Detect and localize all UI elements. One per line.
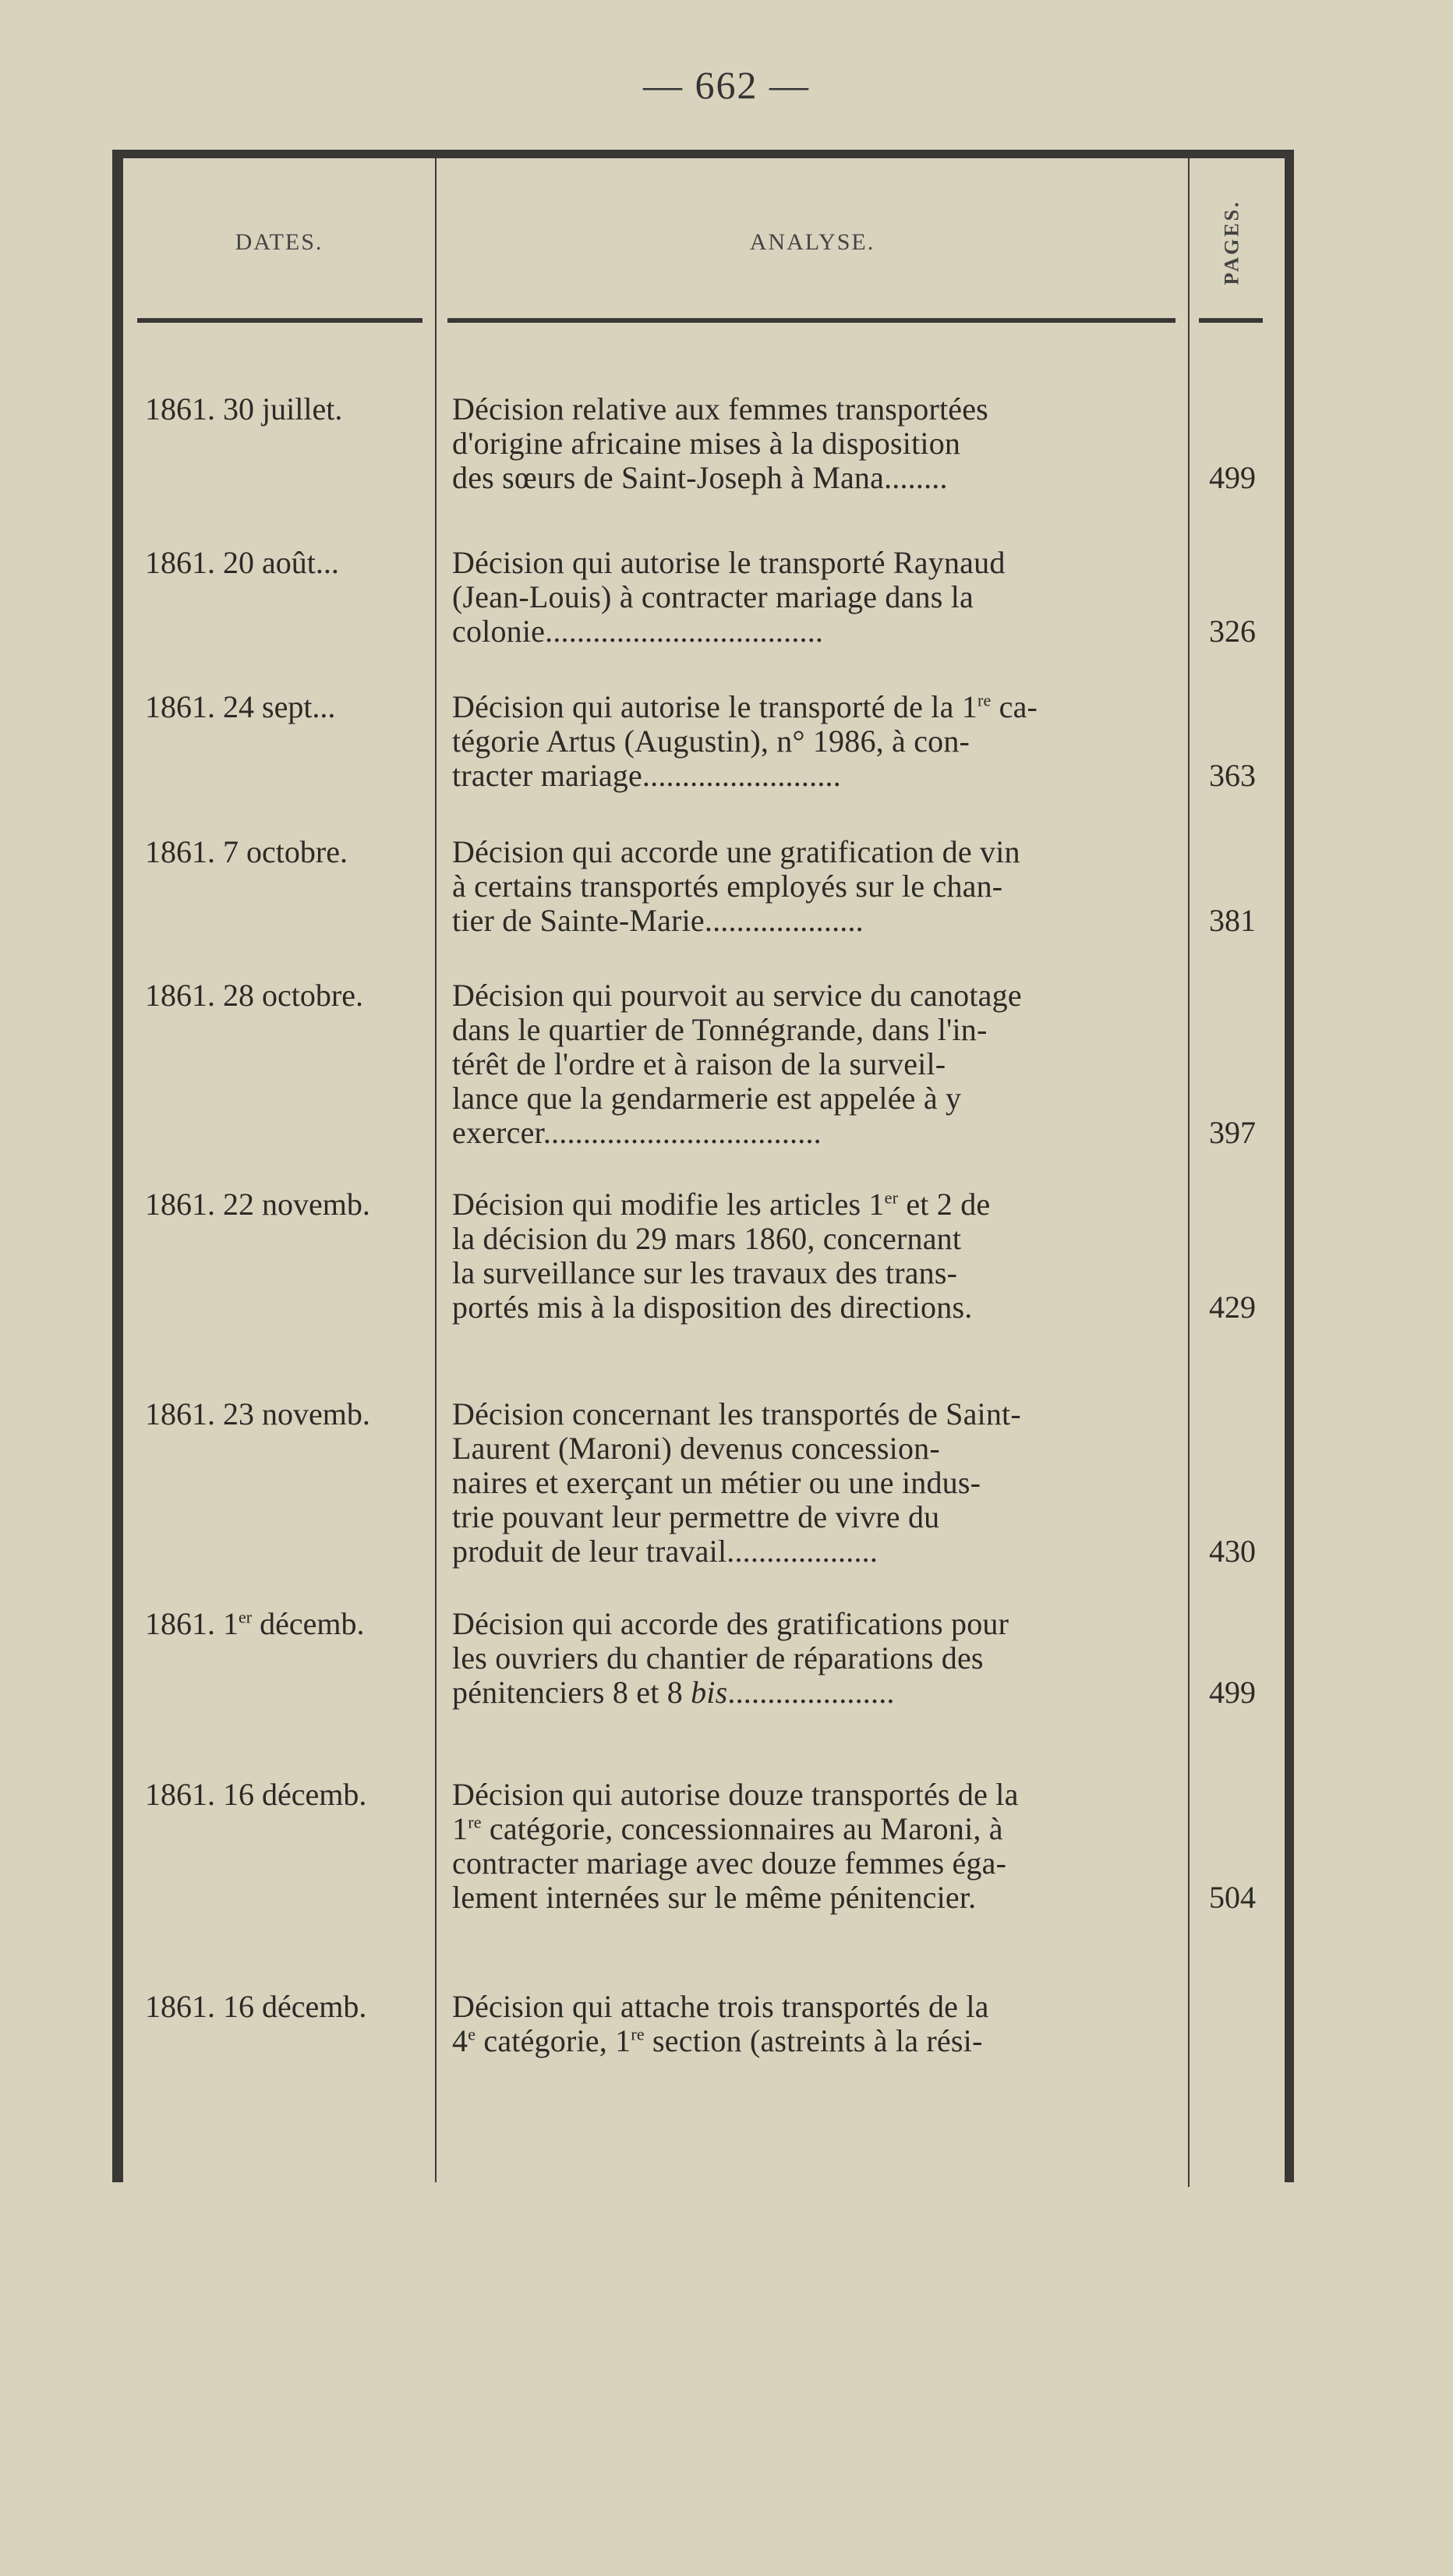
entry-page: 326 — [1209, 614, 1256, 649]
entry-analysis-line: des sœurs de Saint-Joseph à Mana........ — [452, 461, 948, 495]
entry-analysis-line: lance que la gendarmerie est appelée à y — [452, 1081, 962, 1116]
entry-analysis-line: d'origine africaine mises à la disposition — [452, 426, 961, 461]
entry-analysis — [452, 1990, 1177, 2058]
entry-analysis-line: à certains transportés employés sur le chan- — [452, 869, 1003, 904]
entry-date: 1861. 28 octobre. — [145, 978, 363, 1013]
entry-page: 430 — [1209, 1534, 1256, 1569]
header-rule — [137, 318, 422, 323]
entry-analysis — [452, 835, 1177, 938]
entry-date: 1861. 23 novemb. — [145, 1396, 370, 1431]
entry-date: 1861. 22 novemb. — [145, 1187, 370, 1222]
entry-analysis-line: Décision qui modifie les articles 1er et 2 de — [452, 1187, 991, 1222]
entry-analysis-line: dans le quartier de Tonnégrande, dans l'in- — [452, 1013, 988, 1047]
entry-analysis-line: les ouvriers du chantier de réparations des — [452, 1641, 984, 1675]
entry-analysis-line: produit de leur travail................... — [452, 1534, 879, 1569]
entry-analysis-line: exercer................................... — [452, 1116, 822, 1150]
entry-analysis — [452, 1187, 1177, 1325]
entry-analysis-line: tégorie Artus (Augustin), n° 1986, à con- — [452, 724, 970, 759]
entry-analysis-line: Décision qui autorise le transporté Raynaud — [452, 546, 1006, 580]
entry-analysis-line: Décision qui pourvoit au service du canotage — [452, 978, 1022, 1013]
entry-analysis-line: Décision concernant les transportés de Saint- — [452, 1397, 1021, 1431]
entry-date: 1861. 24 sept... — [145, 689, 336, 724]
entry-analysis-line: 1re catégorie, concessionnaires au Maroni, à — [452, 1812, 1003, 1846]
pages-column-rule — [1188, 158, 1190, 2187]
entry-analysis — [452, 392, 1177, 495]
entry-page: 363 — [1209, 758, 1256, 793]
entry-analysis-line: Décision qui accorde une gratification de vin — [452, 835, 1020, 869]
entry-analysis-line: Décision qui autorise le transporté de la 1re ca- — [452, 690, 1038, 724]
entry-analysis — [452, 546, 1177, 649]
entry-analysis — [452, 1397, 1177, 1569]
entry-analysis-line: 4e catégorie, 1re section (astreints à la rési- — [452, 2024, 983, 2058]
entry-analysis — [452, 1778, 1177, 1915]
entry-analysis-line: lement internées sur le même pénitencier. — [452, 1881, 977, 1915]
header-pages: PAGES. — [1220, 199, 1243, 285]
entry-analysis-line: Décision qui autorise douze transportés de la — [452, 1778, 1019, 1812]
entry-date: 1861. 7 octobre. — [145, 834, 348, 869]
entry-page: 381 — [1209, 903, 1256, 938]
entry-page: 499 — [1209, 460, 1256, 495]
entry-analysis-line: Laurent (Maroni) devenus concession- — [452, 1431, 940, 1466]
entry-date: 1861. 16 décemb. — [145, 1777, 367, 1812]
entry-analysis-line: Décision qui attache trois transportés de la — [452, 1990, 989, 2024]
entry-analysis-line: Décision qui accorde des gratifications pour — [452, 1607, 1009, 1641]
header-analyse: ANALYSE. — [749, 228, 875, 255]
entry-analysis-line: portés mis à la disposition des directions. — [452, 1290, 973, 1325]
entry-analysis-line: Décision relative aux femmes transportées — [452, 392, 988, 426]
entry-date: 1861. 1er décemb. — [145, 1606, 365, 1641]
dates-column-rule — [435, 158, 437, 2182]
header-rule — [1199, 318, 1263, 323]
index-table — [112, 150, 1294, 2182]
entry-page: 499 — [1209, 1675, 1256, 1710]
entry-analysis-line: térêt de l'ordre et à raison de la surveil- — [452, 1047, 946, 1081]
entry-analysis — [452, 690, 1177, 793]
entry-analysis — [452, 1607, 1177, 1710]
header-pages-cell — [1190, 158, 1275, 326]
header-rule — [447, 318, 1175, 323]
entry-analysis-line: naires et exerçant un métier ou une indus- — [452, 1466, 981, 1500]
entry-analysis-line: colonie................................... — [452, 614, 824, 649]
entry-page: 504 — [1209, 1880, 1256, 1915]
entry-analysis-line: (Jean-Louis) à contracter mariage dans la — [452, 580, 974, 614]
entry-date: 1861. 16 décemb. — [145, 1989, 367, 2024]
entry-analysis-line: tracter mariage......................... — [452, 759, 841, 793]
entry-analysis-line: contracter mariage avec douze femmes éga- — [452, 1846, 1007, 1881]
entry-analysis-line: tier de Sainte-Marie.................... — [452, 904, 864, 938]
entry-analysis-line: la surveillance sur les travaux des trans- — [452, 1256, 958, 1290]
entry-analysis-line: pénitenciers 8 et 8 bis..................... — [452, 1675, 895, 1710]
entry-page: 397 — [1209, 1115, 1256, 1150]
entry-analysis-line: trie pouvant leur permettre de vivre du — [452, 1500, 940, 1534]
entry-analysis — [452, 978, 1177, 1150]
page-number: — 662 — — [643, 63, 810, 107]
entry-date: 1861. 30 juillet. — [145, 391, 343, 426]
entry-date: 1861. 20 août... — [145, 545, 339, 580]
entry-page: 429 — [1209, 1290, 1256, 1325]
entry-analysis-line: la décision du 29 mars 1860, concernant — [452, 1222, 962, 1256]
header-dates: DATES. — [235, 228, 323, 255]
